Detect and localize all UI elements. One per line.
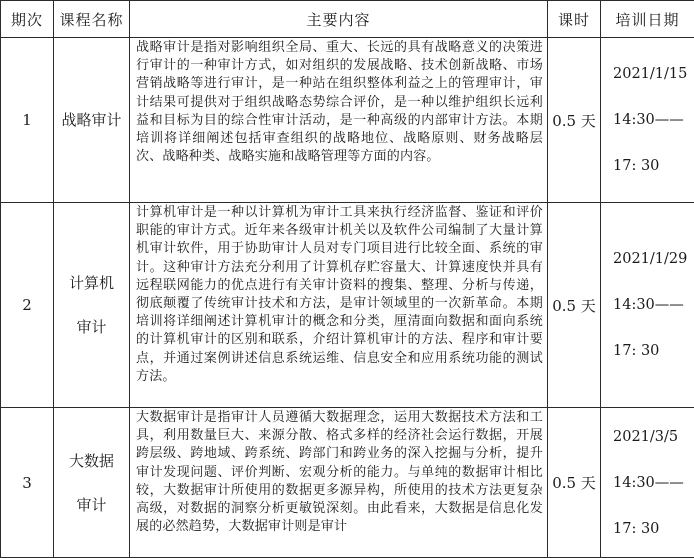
date-cell xyxy=(601,38,694,203)
hours-cell: 0.5 天 xyxy=(548,203,601,408)
table-row xyxy=(1,38,694,203)
course-name-cell xyxy=(54,38,130,203)
content-cell: 计算机审计是一种以计算机为审计工具来执行经济监督、鉴证和评价职能的审计方式。近年来各级审计机关以及软件公司编制了大量计算机审计软件，用于协助审计人员对专门项目进行比较全面、系统的审计。这种审计方法充分利用了计算机存贮容量大、计算速度快并具有远程联网能力的优点进行有关审计资料的搜集、整理、分析与传递，彻底颠覆了传统审计技术和方法，是审计领域里的一次新革命。本期培训将详细阐述计算机审计的概念和分类，厘清面向数据和面向系统的计算机审计的区别和联系，介绍计算机审计的方法、程序和审计要点，并通过案例讲述信息系统运维、信息安全和应用系统功能的测试方法。 xyxy=(130,203,548,408)
course-name-cell xyxy=(54,203,130,408)
time-start: 14:30—— xyxy=(613,460,694,506)
date-value: 2021/1/29 xyxy=(613,236,694,282)
header-course-name: 课程名称 xyxy=(54,1,130,38)
header-hours: 课时 xyxy=(548,1,601,38)
date-value: 2021/1/15 xyxy=(613,51,694,97)
course-name-line: 大数据 xyxy=(54,439,129,483)
table-row xyxy=(1,408,694,558)
header-row xyxy=(1,1,694,38)
period-cell: 3 xyxy=(1,408,54,558)
course-name-line: 战略审计 xyxy=(54,98,129,142)
course-name-line: 计算机 xyxy=(54,261,129,305)
hours-cell: 0.5 天 xyxy=(548,38,601,203)
table-row xyxy=(1,203,694,408)
course-name-line: 审计 xyxy=(54,305,129,349)
content-cell: 大数据审计是指审计人员遵循大数据理念，运用大数据技术方法和工具，利用数量巨大、来源分散、格式多样的经济社会运行数据，开展跨层级、跨地域、跨系统、跨部门和跨业务的深入挖掘与分析，提升审计发现问题、评价判断、宏观分析的能力。与单纯的数据审计相比较，大数据审计所使用的数据更多源异构，所使用的技术方法更复杂高级，对数据的洞察分析更敏锐深刻。由此看来，大数据是信息化发展的必然趋势，大数据审计则是审计 xyxy=(130,408,548,558)
header-content: 主要内容 xyxy=(130,1,548,38)
course-name-line: 审计 xyxy=(54,483,129,527)
time-end: 17: 30 xyxy=(613,143,694,189)
course-name-cell xyxy=(54,408,130,558)
period-cell: 2 xyxy=(1,203,54,408)
time-end: 17: 30 xyxy=(613,328,694,374)
date-value: 2021/3/5 xyxy=(613,414,694,460)
time-end: 17: 30 xyxy=(613,506,694,552)
time-start: 14:30—— xyxy=(613,282,694,328)
time-start: 14:30—— xyxy=(613,97,694,143)
date-cell xyxy=(601,408,694,558)
header-period: 期次 xyxy=(1,1,54,38)
hours-cell: 0.5 天 xyxy=(548,408,601,558)
content-cell: 战略审计是指对影响组织全局、重大、长远的具有战略意义的决策进行审计的一种审计方式，如对组织的发展战略、技术创新战略、市场营销战略等进行审计，是一种站在组织整体利益之上的管理审计，审计结果可提供对于组织战略态势综合评价，是一种以维护组织长远利益和目标为目的综合性审计活动，是一种高级的内部审计方法。本期培训将详细阐述包括审查组织的战略地位、战略原则、财务战略层次、战略种类、战略实施和战略管理等方面的内容。 xyxy=(130,38,548,203)
date-cell xyxy=(601,203,694,408)
header-training-date: 培训日期 xyxy=(601,1,694,38)
period-cell: 1 xyxy=(1,38,54,203)
